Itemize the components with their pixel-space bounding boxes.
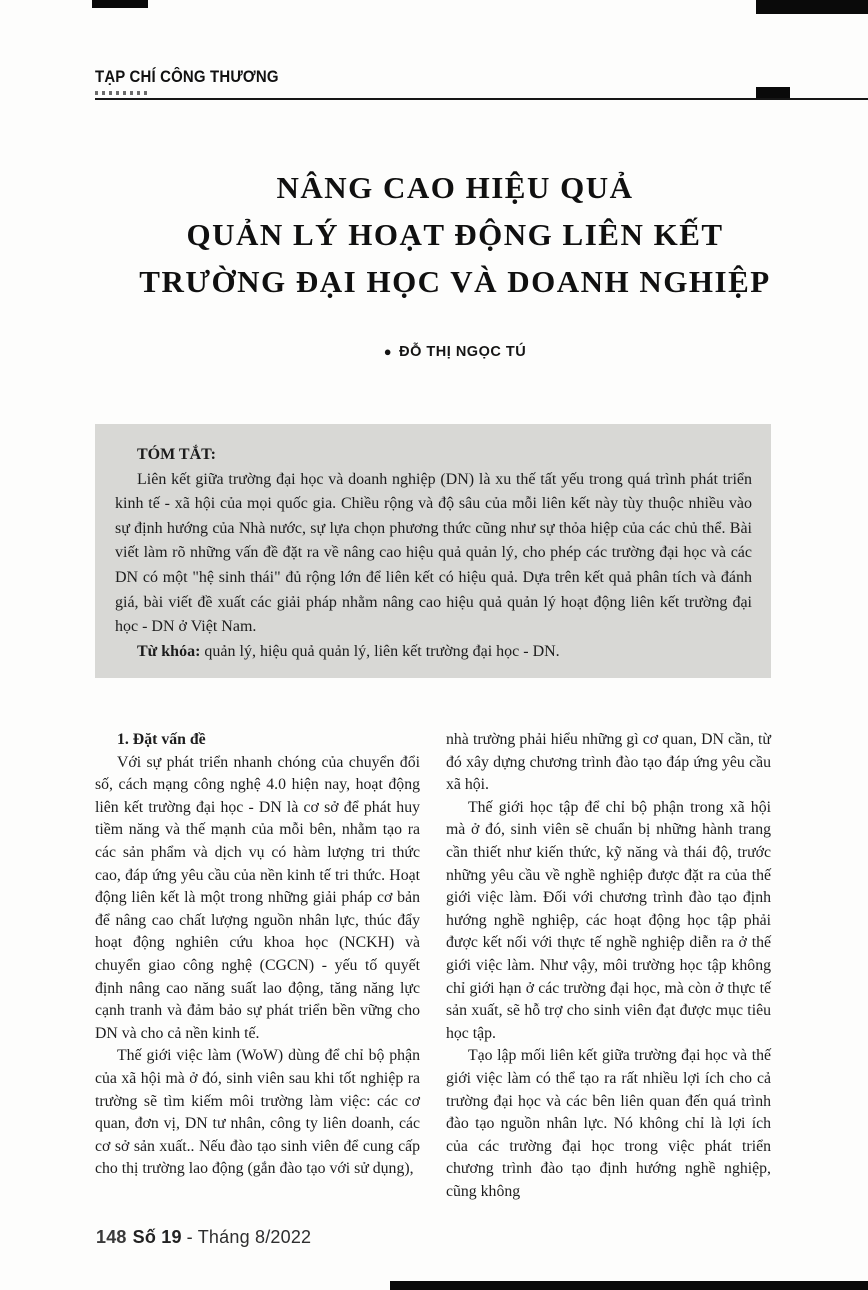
- right-column-paragraph-2: Thế giới học tập để chỉ bộ phận trong xã hội mà ở đó, sinh viên sẽ chuẩn bị những hành trang cần thiết như kiến thức, kỹ năng và thái độ, trước những yêu cầu về nghề nghiệp được đặt ra của thế giới việc làm. Đối với chương trình đào tạo định hướng nghề nghiệp, các hoạt động học tập phải được kết nối với thực tế nghề nghiệp diễn ra ở thế giới việc làm. Như vậy, môi trường học tập không chỉ giới hạn ở các trường đại học, mà còn ở thực tế sản xuất, sẽ hỗ trợ cho sinh viên đạt được mục tiêu học tập.: [446, 798, 771, 1042]
- journal-masthead: TẠP CHÍ CÔNG THƯƠNG: [95, 67, 279, 86]
- scan-artifact-top-strip: [92, 0, 148, 8]
- scan-artifact-top-right: [756, 0, 868, 14]
- masthead-marks: [95, 91, 147, 95]
- issue-date: - Tháng 8/2022: [186, 1227, 312, 1247]
- abstract-keywords-line: [115, 640, 752, 665]
- masthead-rule: [95, 98, 868, 100]
- page-number: 148: [96, 1227, 127, 1247]
- keywords-label: Từ khóa:: [137, 642, 201, 660]
- author-bullet-icon: ●: [383, 344, 393, 359]
- article-body: [95, 729, 771, 1203]
- article-title-line-3: TRƯỜNG ĐẠI HỌC VÀ DOANH NGHIỆP: [139, 264, 771, 299]
- article-title: [95, 164, 815, 305]
- left-column: [95, 729, 420, 1203]
- keywords-text: quản lý, hiệu quả quản lý, liên kết trường đại học - DN.: [200, 642, 560, 660]
- left-column-paragraph-1: Với sự phát triển nhanh chóng của chuyển đổi số, cách mạng công nghệ 4.0 hiện nay, hoạt động liên kết trường đại học - DN là cơ sở để phát huy tiềm năng và thế mạnh của mỗi bên, nhằm tạo ra các sản phẩm và dịch vụ có hàm lượng tri thức cao, đáp ứng yêu cầu của nền kinh tế tri thức. Hoạt động liên kết là một trong những giải pháp cơ bản để nâng cao chất lượng nguồn nhân lực, thúc đẩy hoạt động nghiên cứu khoa học (NCKH) và chuyển giao công nghệ (CGCN) - yếu tố quyết định nâng cao năng suất lao động, tăng năng lực cạnh tranh và đảm bảo sự phát triển bền vững cho DN và cho cả nền kinh tế.: [95, 753, 420, 1042]
- article-title-line-2: QUẢN LÝ HOẠT ĐỘNG LIÊN KẾT: [186, 217, 724, 252]
- left-column-paragraph-2: Thế giới việc làm (WoW) dùng để chỉ bộ phận của xã hội mà ở đó, sinh viên sau khi tốt nghiệp ra trường sẽ tìm kiếm môi trường làm việc: các cơ quan, đơn vị, DN tư nhân, công ty liên doanh, các cơ sở sản xuất.. Nếu đào tạo sinh viên để cung cấp cho thị trường lao động (gắn đào tạo với sử dụng),: [95, 1047, 420, 1178]
- article-title-line-1: NÂNG CAO HIỆU QUẢ: [276, 170, 634, 205]
- page-footer: [96, 1227, 311, 1248]
- right-column-paragraph-3: Tạo lập mối liên kết giữa trường đại học và thế giới việc làm có thể tạo ra rất nhiều lợi ích cho cả trường đại học và các bên liên quan đến quá trình đào tạo nguồn nhân lực. Nó không chỉ là lợi ích của các trường đại học trong việc phát triển chương trình đào tạo định hướng nghề nghiệp, cũng không: [446, 1047, 771, 1200]
- abstract-box: [95, 424, 771, 678]
- abstract-body: Liên kết giữa trường đại học và doanh nghiệp (DN) là xu thế tất yếu trong quá trình phát triển kinh tế - xã hội của mọi quốc gia. Chiều rộng và độ sâu của mỗi liên kết này tùy thuộc nhiều vào sự định hướng của Nhà nước, sự lựa chọn phương thức cũng như sự thỏa hiệp của các chủ thể. Bài viết làm rõ những vấn đề đặt ra về nâng cao hiệu quả quản lý, cho phép các trường đại học và các DN có một "hệ sinh thái" đủ rộng lớn để liên kết có hiệu quả. Dựa trên kết quả phân tích và đánh giá, bài viết đề xuất các giải pháp nhằm nâng cao hiệu quả quản lý hoạt động liên kết trường đại học - DN ở Việt Nam.: [115, 470, 752, 636]
- issue-number: Số 19: [132, 1227, 182, 1247]
- right-column: [446, 729, 771, 1203]
- author-line: [95, 344, 815, 360]
- section-heading: 1. Đặt vấn đề: [117, 731, 206, 748]
- abstract-heading: TÓM TẮT:: [137, 446, 216, 463]
- scan-artifact-bottom-bar: [390, 1281, 868, 1290]
- right-column-paragraph-continued: nhà trường phải hiểu những gì cơ quan, DN cần, từ đó xây dựng chương trình đào tạo đáp ứng yêu cầu xã hội.: [446, 731, 771, 794]
- author-name: ĐỖ THỊ NGỌC TÚ: [399, 344, 527, 360]
